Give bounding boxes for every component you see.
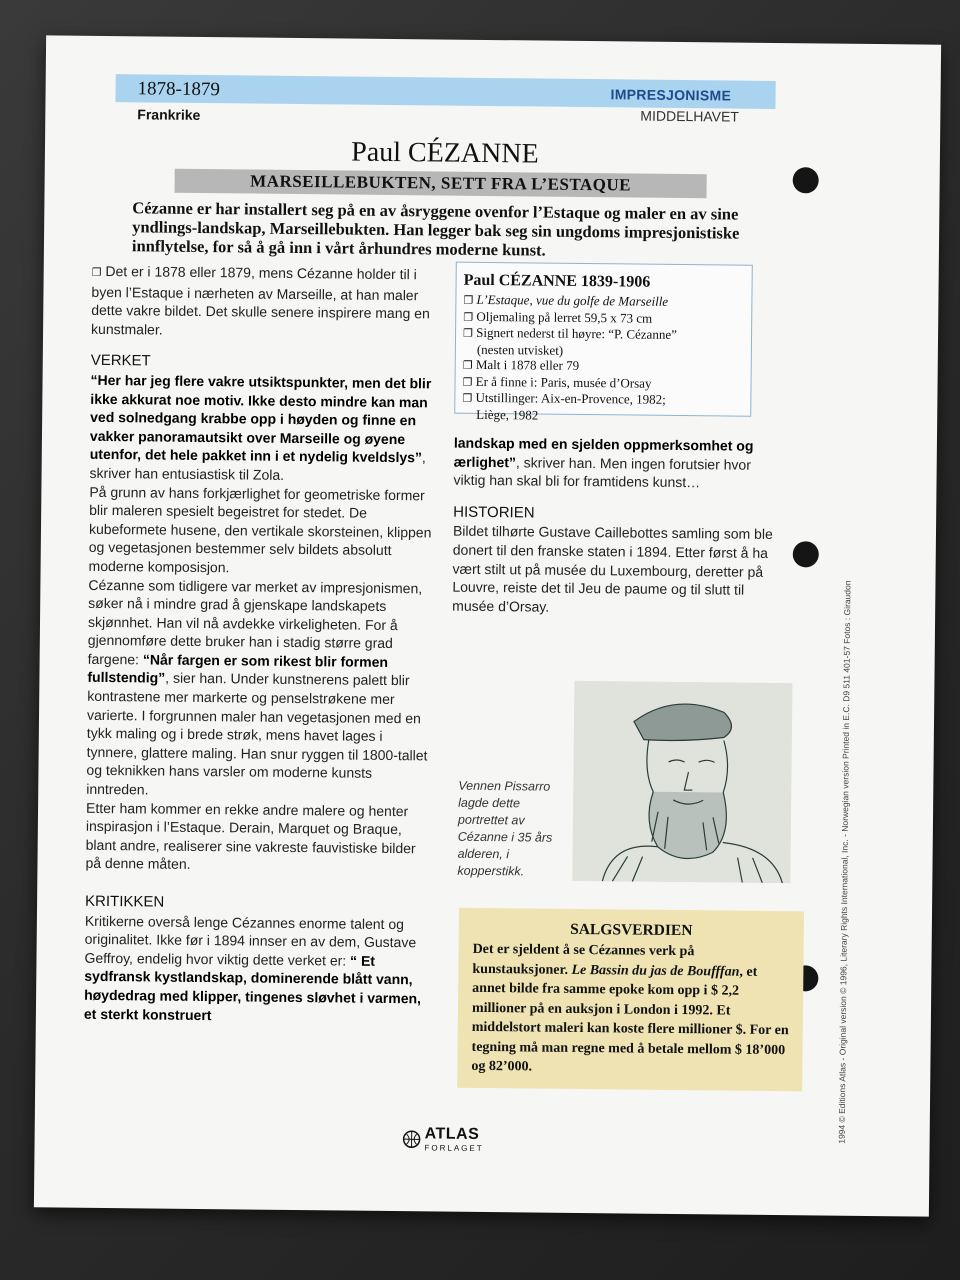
info-item: ❐ Er å finne i: Paris, musée d’Orsay bbox=[462, 373, 652, 391]
left-column bbox=[84, 262, 437, 1027]
checkbox-icon: ❐ bbox=[462, 358, 473, 372]
lead-paragraph: Cézanne er har installert seg på en av åsryggene ovenfor l’Estaque og maler en av sine yndlings-landskap, Marseillebukten. Han legger bak seg sin ungdoms impresjonistiske innflytelse, for så å gå inn i vårt århundres moderne kunst. bbox=[131, 198, 740, 260]
portrait-caption: Vennen Pissarro lagde dette portrettet av Cézanne i 35 års alderen, i kopperstikk. bbox=[457, 778, 553, 879]
section-heading-kritikken: KRITIKKEN bbox=[85, 892, 165, 911]
verket-quote-paragraph: “Her har jeg flere vakre utsiktspunkter, men det blir ikke akkurat noe motiv. Ikke desto mindre kan man ved solnedgang krabbe opp i høyden og finne en vakker panoramautsikt over Marseille og øyene utenfor, det hele pakket inn i et nydelig kveldslys”, skriver han entusiastisk til Zola. bbox=[89, 371, 432, 483]
vertical-credit-line: 1994 © Editions Atlas - Original version © 1996, Literary Rights International, Inc. - Norwegian version Printed in E.C. D9 511 401-57 Fotos : Giraudon bbox=[836, 580, 853, 1144]
atlas-logo bbox=[402, 1125, 483, 1153]
portrait-image bbox=[572, 681, 792, 883]
artwork-title: MARSEILLEBUKTEN, SETT FRA L’ESTAQUE bbox=[250, 171, 632, 195]
sales-box-text: Det er sjeldent å se Cézannes verk på kunstauksjoner. Le Bassin du jas de Boufffan, et annet bilde fra samme epoke kom opp i $ 2,2 millioner på en auksjon i London i 1992. Et middelstort maleri kan koste flere millioner $. For en tegning må man regne med å betale mellom $ 18’000 og 82’000. bbox=[471, 941, 789, 1075]
info-item: ❐ L’Estaque, vue du golfe de Marseille bbox=[463, 291, 669, 309]
sales-box-title: SALGSVERDIEN bbox=[570, 920, 693, 940]
date-label: 1878-1879 bbox=[137, 78, 221, 101]
checkbox-icon: ❐ bbox=[463, 310, 474, 324]
verket-paragraph-3: Cézanne som tidligere var merket av impresjonismen, søker nå i mindre grad å gjenskape landskapets skjønnhet. Han vil nå avdekke virkeligheten. For å gjennomføre dette bruker han i stadig større grad fargene: “Når fargen er som rikest blir formen fullstendig”, sier han. Under kunstnerens palett blir kontrastene mer markerte og penselstrøkene mer varierte. I forgrunnen maler han vegetasjonen med en tykk maling og i brede strøk, mens havet lages i tynnere, glattere maling. Han snur ryggen til 1800-tallet og teknikken hans varsler om moderne kunsts inntreden. bbox=[86, 576, 428, 798]
info-item: ❐ Signert nederst til høyre: “P. Cézanne” bbox=[462, 324, 678, 342]
intro-paragraph: ❐ Det er i 1878 eller 1879, mens Cézanne holder til i byen l’Estaque i nærheten av Marseille, at han maler dette vakre bildet. Det skulle senere inspirere mang en kunstmaler. bbox=[91, 262, 430, 338]
portrait-etching-image bbox=[572, 681, 792, 883]
right-column bbox=[452, 434, 774, 619]
info-item: ❐ Utstillinger: Aix-en-Provence, 1982; bbox=[462, 389, 666, 407]
historien-paragraph: Bildet tilhørte Gustave Caillebottes samling som ble donert til den franske staten i 1894. Etter først å ha vært stilt ut på musée du Luxembourg, deretter på Louvre, reiste det til Jeu de paume og til slutt til musée d’Orsay. bbox=[452, 523, 773, 615]
kritikken-continued: landskap med en sjelden oppmerksomhet og ærlighet”, skriver han. Men ingen forutsier hvor viktig han skal bli for framtidens kunst… bbox=[453, 434, 754, 491]
section-heading-verket: VERKET bbox=[90, 352, 151, 370]
info-item-continued: Liège, 1982 bbox=[476, 406, 539, 423]
checkbox-icon: ❐ bbox=[91, 265, 102, 279]
checkbox-icon: ❐ bbox=[462, 375, 473, 389]
verket-paragraph-2: På grunn av hans forkjærlighet for geometriske former blir maleren spesielt begeistret for stedet. De kubeformete husene, den vertikale skorsteinen, klippen og vegetasjonen bestemmer selv bildets absolutt moderne komposisjon. bbox=[88, 483, 432, 576]
movement-label: IMPRESJONISME bbox=[610, 86, 732, 104]
globe-icon bbox=[403, 1130, 421, 1148]
info-box-title: Paul CÉZANNE 1839-1906 bbox=[463, 271, 651, 291]
verket-paragraph-4: Etter ham kommer en rekke andre malere og henter inspirasjon i l’Estaque. Derain, Marquet og Braque, blant andre, realiserer sine vakreste fauvistiske bilder på denne måten. bbox=[85, 799, 416, 873]
artist-title: Paul CÉZANNE bbox=[351, 136, 539, 170]
checkbox-icon: ❐ bbox=[462, 391, 473, 405]
info-item: ❐ Malt i 1878 eller 79 bbox=[462, 356, 580, 373]
document-sheet bbox=[34, 35, 941, 1216]
kritikken-paragraph: Kritikerne overså lenge Cézannes enorme talent og originalitet. Ikke før i 1894 innser en av dem, Gustave Geffroy, endelig hvor viktig dette verket er: “ Et sydfransk kystlandskap, dominerende blått vann, høydedrag med klipper, tingenes sløvhet i varmen, et sterkt konstruert bbox=[83, 912, 422, 1023]
info-box-list bbox=[462, 292, 748, 425]
checkbox-icon: ❐ bbox=[462, 326, 474, 340]
region-label: MIDDELHAVET bbox=[640, 107, 739, 125]
section-heading-historien: HISTORIEN bbox=[453, 503, 535, 522]
info-item: ❐ Oljemaling på lerret 59,5 x 73 cm bbox=[463, 308, 653, 326]
logo-name: ATLAS bbox=[424, 1125, 480, 1143]
checkbox-icon: ❐ bbox=[463, 293, 474, 307]
country-label: Frankrike bbox=[137, 106, 201, 123]
info-item-continued: (nesten utvisket) bbox=[476, 341, 564, 358]
logo-subtitle: FORLAGET bbox=[424, 1143, 484, 1153]
binder-hole-2 bbox=[793, 541, 819, 567]
